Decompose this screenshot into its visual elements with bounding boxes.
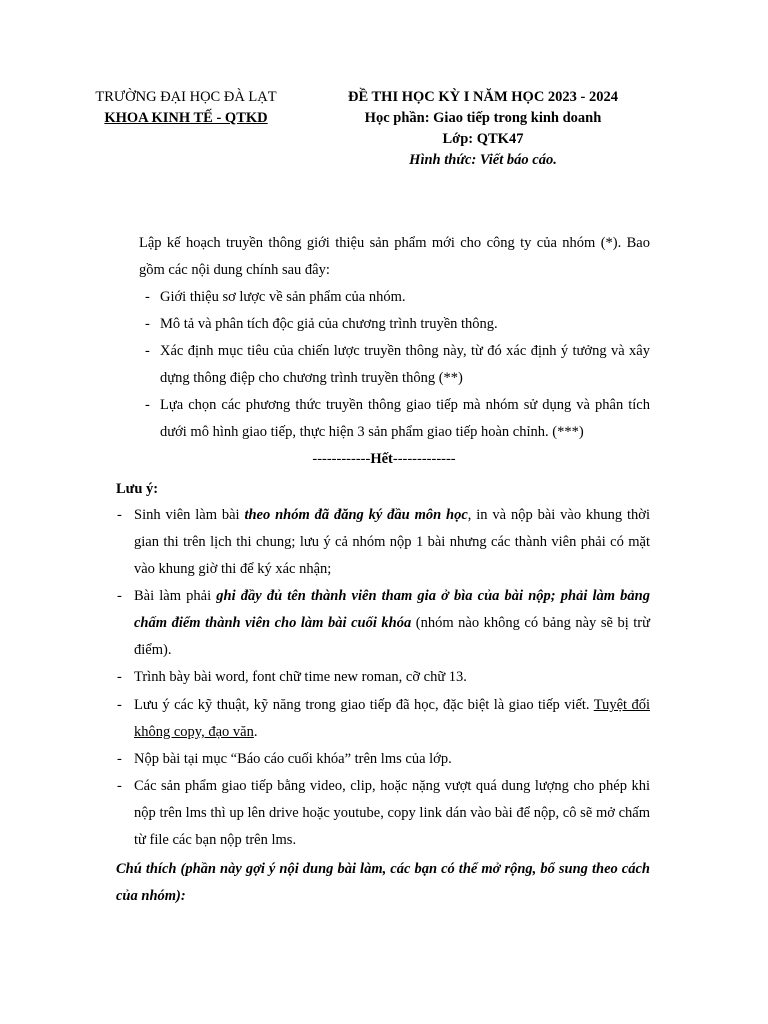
note-1-c: , in và nộp bài vào khung thời gian thi trên lịch thi chung; lưu ý cả nhóm nộp 1 bài nhưng các thành viên phải có mặt vào khung giờ thi để ký xác nhận; <box>134 507 651 577</box>
task-dash: - <box>145 289 150 305</box>
note-2-b: ghi đầy đủ tên thành viên tham gia ở bìa của bài nộp; phải làm bảng chấm điểm thành viên cho làm bài cuối khóa <box>134 588 651 631</box>
course-name: Học phần: Giao tiếp trong kinh doanh <box>364 110 602 126</box>
note-dash: - <box>117 507 122 523</box>
note-4 <box>134 692 650 746</box>
end-marker-left: ------------ <box>312 451 371 467</box>
end-marker-text: Hết <box>370 451 393 467</box>
task-dash: - <box>145 343 150 359</box>
exam-title: ĐỀ THI HỌC KỲ I NĂM HỌC 2023 - 2024 <box>347 89 618 105</box>
note-1-a: Sinh viên làm bài <box>134 507 245 523</box>
task-dash: - <box>145 316 150 332</box>
note-2 <box>134 583 650 664</box>
note-1 <box>134 502 650 583</box>
note-4-c: . <box>253 724 258 740</box>
note-4-a: Lưu ý các kỹ thuật, kỹ năng trong giao tiếp đã học, đặc biệt là giao tiếp viết. <box>134 697 594 713</box>
task-item: Giới thiệu sơ lược về sản phẩm của nhóm. <box>160 289 406 305</box>
task-item: Mô tả và phân tích độc giả của chương trình truyền thông. <box>160 316 498 332</box>
note-2-c: (nhóm nào không có bảng này sẽ bị trừ điểm). <box>134 615 650 658</box>
note-dash: - <box>117 751 122 767</box>
footnote: Chú thích (phần này gợi ý nội dung bài làm, các bạn có thể mở rộng, bổ sung theo cách của nhóm): <box>116 861 650 904</box>
note-dash: - <box>117 588 122 604</box>
task-item: Lựa chọn các phương thức truyền thông giao tiếp mà nhóm sử dụng và phân tích dưới mô hình giao tiếp, thực hiện 3 sản phẩm giao tiếp hoàn chỉnh. (***) <box>160 397 650 440</box>
note-6: Các sản phẩm giao tiếp bằng video, clip, hoặc nặng vượt quá dung lượng cho phép khi nộp trên lms thì up lên drive hoặc youtube, copy link dán vào bài để nộp, cô sẽ mở chấm từ file các bạn nộp trên lms. <box>134 778 650 848</box>
exam-format: Hình thức: Viết báo cáo. <box>409 152 557 168</box>
end-marker <box>0 446 768 473</box>
task-dash: - <box>145 397 150 413</box>
task-item: Xác định mục tiêu của chiến lược truyền thông này, từ đó xác định ý tưởng và xây dựng thông điệp cho chương trình truyền thông (**) <box>160 343 650 386</box>
faculty-name: KHOA KINH TẾ - QTKD <box>104 110 268 126</box>
note-3: Trình bày bài word, font chữ time new roman, cỡ chữ 13. <box>134 669 467 685</box>
notes-title: Lưu ý: <box>116 481 159 497</box>
note-dash: - <box>117 697 122 713</box>
note-2-a: Bài làm phải <box>134 588 217 604</box>
task-intro: Lập kế hoạch truyền thông giới thiệu sản phẩm mới cho công ty của nhóm (*). Bao gồm các nội dung chính sau đây: <box>139 235 650 278</box>
end-marker-right: ------------- <box>392 451 456 467</box>
note-4-b: Tuyệt đối không copy, đạo văn <box>134 697 651 740</box>
note-1-b: theo nhóm đã đăng ký đầu môn học <box>244 507 468 523</box>
note-dash: - <box>117 778 122 794</box>
university-name: TRƯỜNG ĐẠI HỌC ĐÀ LẠT <box>95 89 277 105</box>
note-5: Nộp bài tại mục “Báo cáo cuối khóa” trên lms của lớp. <box>134 751 452 767</box>
class-name: Lớp: QTK47 <box>442 131 524 147</box>
note-dash: - <box>117 669 122 685</box>
